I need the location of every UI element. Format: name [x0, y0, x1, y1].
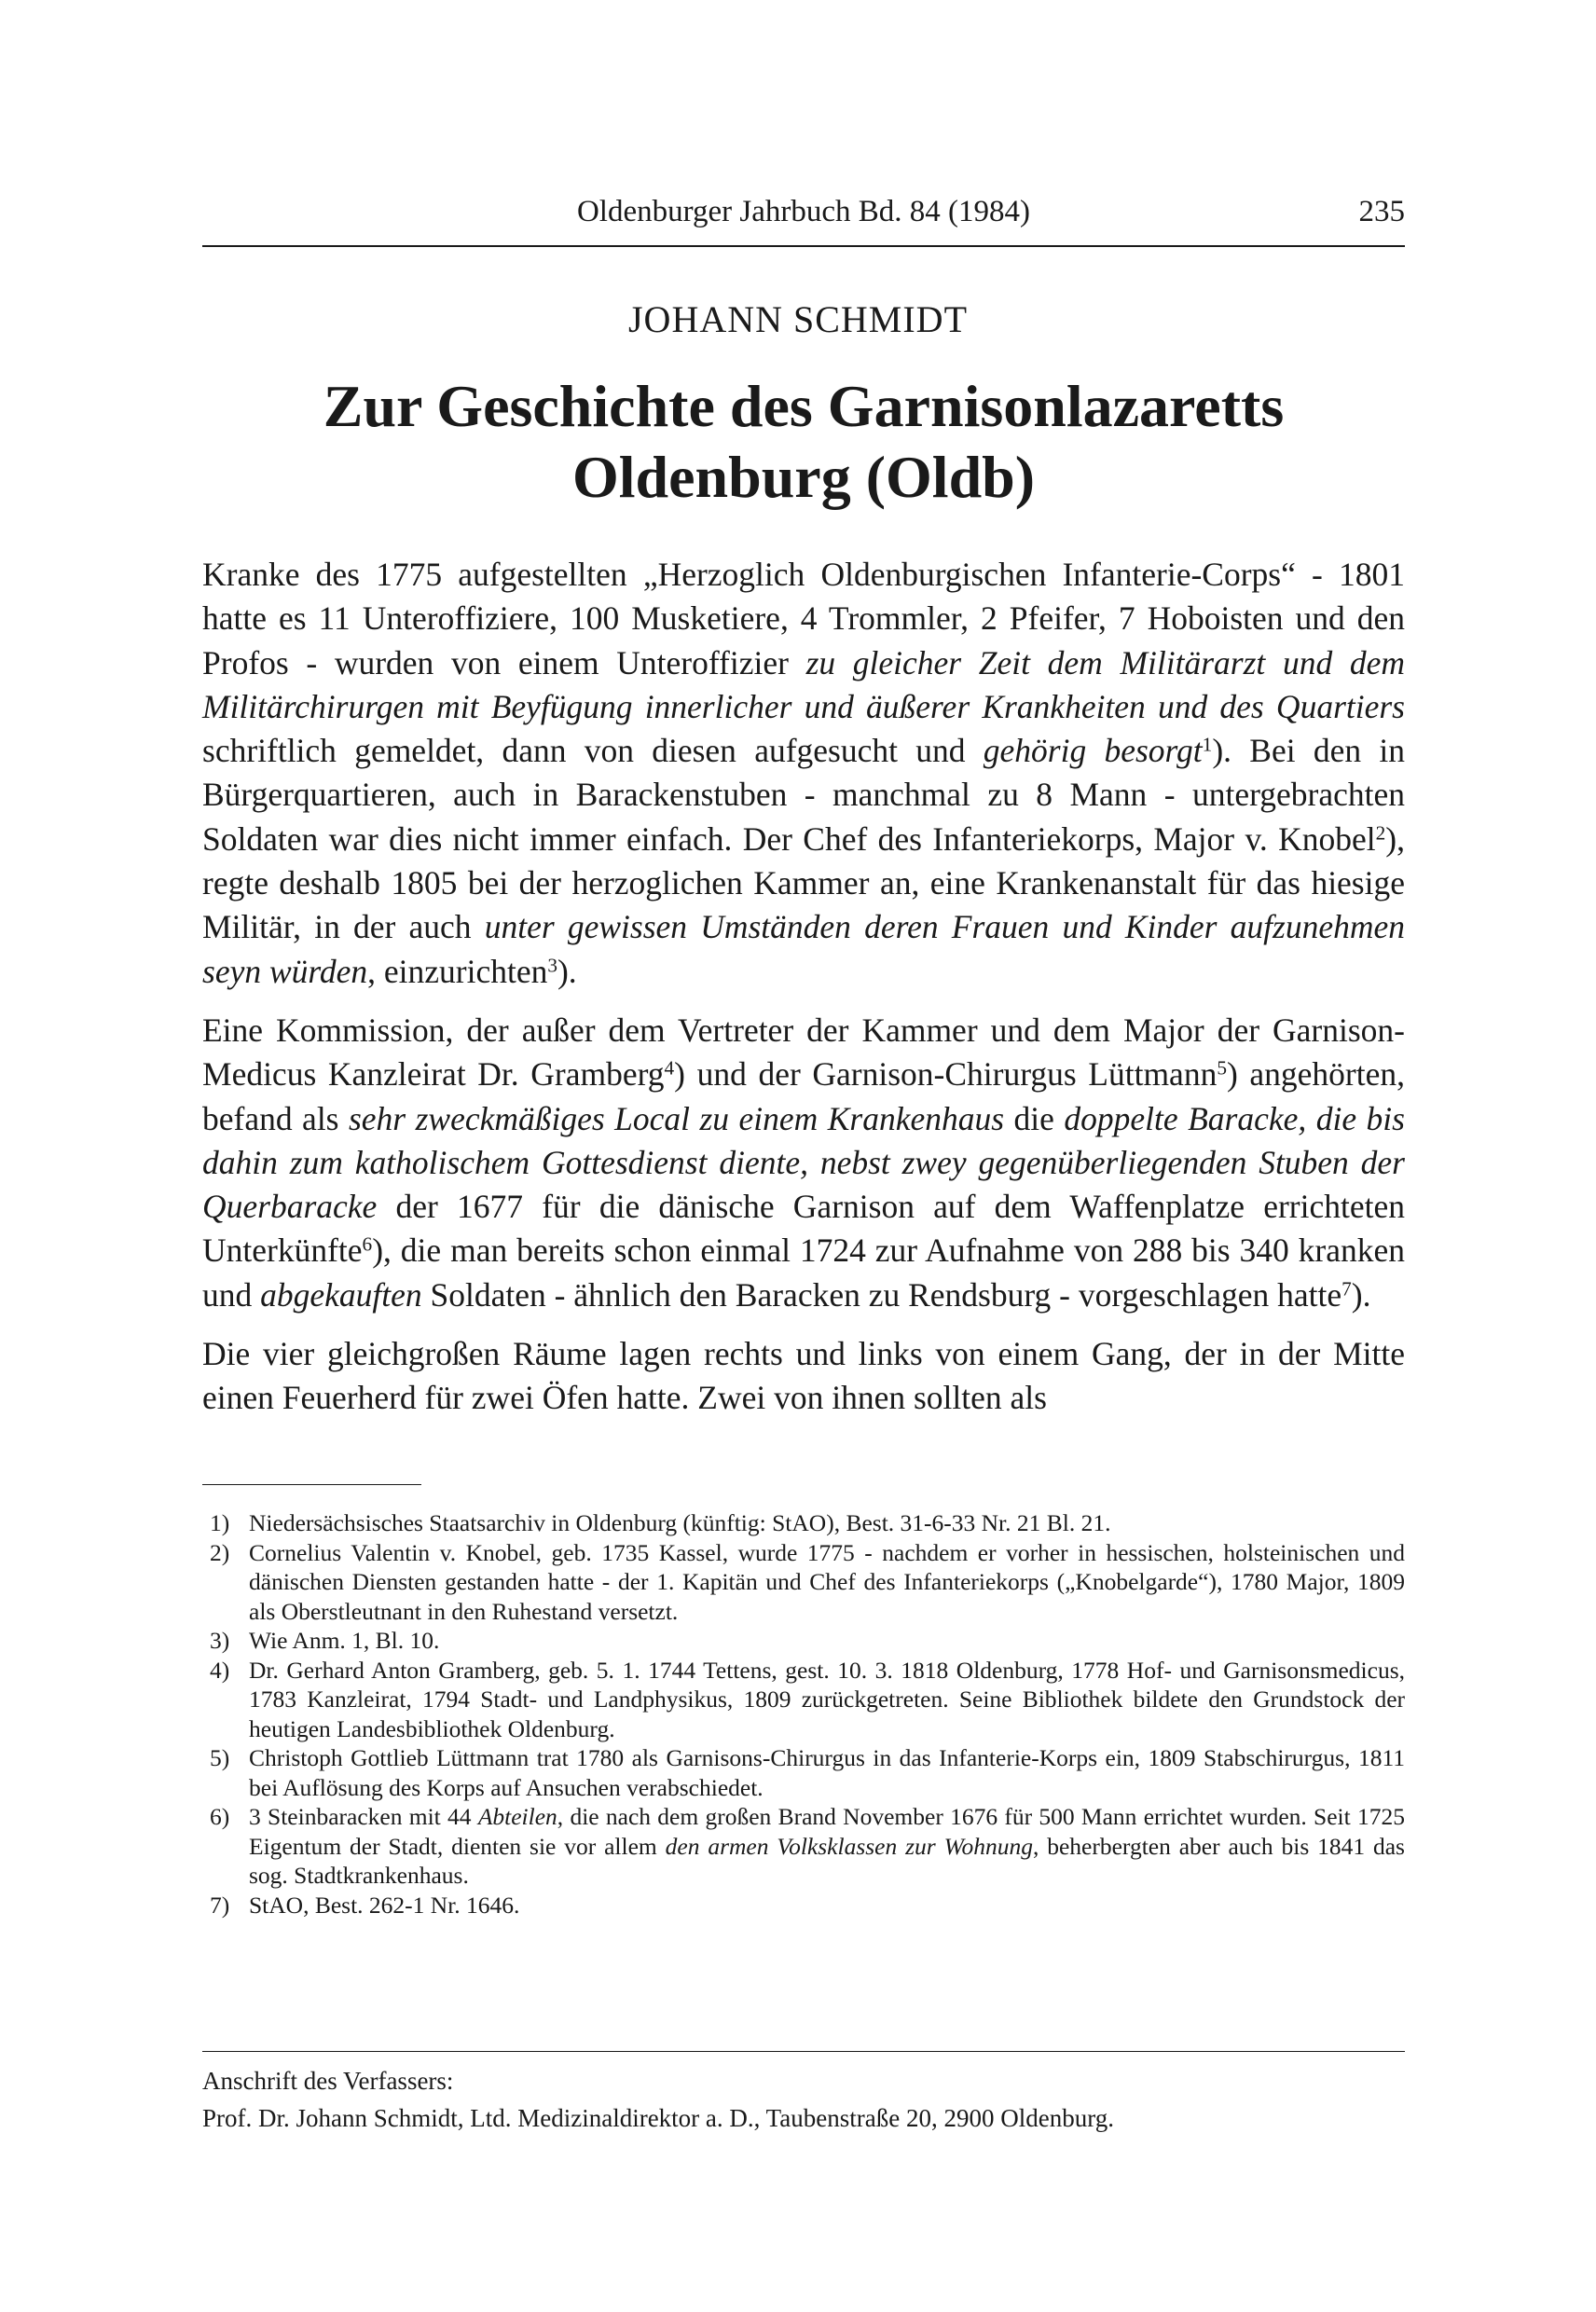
footnote-number: 3) [210, 1627, 230, 1654]
italic-text: gehörig besorgt [983, 732, 1203, 770]
journal-citation: Oldenburger Jahrbuch Bd. 84 (1984) [576, 195, 1031, 228]
text-run: Soldaten - ähnlich den Baracken zu Rendsburg - vorgeschlagen hatte [421, 1275, 1342, 1314]
footnote-reference: 5 [1217, 1056, 1227, 1080]
address-rule [202, 2051, 1405, 2052]
italic-text: den armen Volksklassen zur Wohnung [665, 1832, 1033, 1860]
text-run: , die nach dem großen Brand November 1676 für 500 Mann errichtet wurden. Seit 1725 Eigentum der Stadt, dienten sie vor allem [249, 1803, 1405, 1860]
text-run: Wie Anm. 1, Bl. 10. [249, 1627, 440, 1654]
footnote-7 [202, 1891, 1405, 1920]
article-title [202, 371, 1405, 513]
footnote-number: 6) [210, 1803, 230, 1830]
footnote-reference: 6 [362, 1232, 373, 1256]
footnote-5 [202, 1743, 1405, 1802]
footnote-6 [202, 1802, 1405, 1891]
text-run: Die vier gleichgroßen Räume lagen rechts und links von einem Gang, der in der Mitte einen Feuerherd für zwei Öfen hatte. Zwei von ihnen sollten als [202, 1335, 1405, 1417]
footnote-1 [202, 1508, 1405, 1538]
text-run: Cornelius Valentin v. Knobel, geb. 1735 Kassel, wurde 1775 - nachdem er vorher in hessischen, holsteinischen und dänischen Diensten gestanden hatte - der 1. Kapitän und Chef des Infanteriekorps („Knobelgarde“), 1780 Major, 1809 als Oberstleutnant in den Ruhestand versetzt. [249, 1538, 1405, 1625]
text-run: ). Bei den in Bürgerquartieren, auch in Barackenstuben - manchmal zu 8 Mann - untergebrachten Soldaten war dies nicht immer einfach. Der Chef des Infanteriekorps, Major v. Knobel [202, 732, 1405, 858]
footnote-separator [202, 1484, 421, 1485]
italic-text: abgekauften [260, 1275, 422, 1314]
text-run: Niedersächsisches Staatsarchiv in Oldenburg (künftig: StAO), Best. 31-6-33 Nr. 21 Bl. 21. [249, 1509, 1111, 1536]
italic-text: sehr zweckmäßiges Local zu einem Krankenhaus [348, 1099, 1005, 1137]
footnote-number: 1) [210, 1509, 230, 1536]
text-run: StAO, Best. 262-1 Nr. 1646. [249, 1891, 520, 1919]
italic-text: Abteilen [477, 1803, 557, 1830]
text-run: Eine Kommission, der außer dem Vertreter der Kammer und dem Major der Garnison-Medicus Kanzleirat Dr. Gramberg [202, 1011, 1405, 1094]
text-run: 3 Steinbaracken mit 44 [249, 1803, 478, 1830]
footnote-reference: 2 [1375, 821, 1386, 845]
title-line-1: Zur Geschichte des Garnisonlazaretts [323, 373, 1285, 439]
title-line-2: Oldenburg (Oldb) [571, 444, 1036, 510]
footnote-4 [202, 1656, 1405, 1744]
text-run: ) angehörten, befand als [202, 1055, 1405, 1137]
address-label: Anschrift des Verfassers: [202, 2067, 454, 2095]
article-body [202, 553, 1405, 1436]
text-run: ) und der Garnison-Chirurgus Lüttmann [674, 1055, 1218, 1094]
text-run: , beherbergten aber auch bis 1841 das sog. Stadtkrankenhaus. [249, 1832, 1405, 1889]
text-run: Dr. Gerhard Anton Gramberg, geb. 5. 1. 1744 Tettens, gest. 10. 3. 1818 Oldenburg, 1778 Hof- und Garnisonsmedicus, 1783 Kanzleirat, 1794 Stadt- und Landphysikus, 1809 zurückgetreten. Seine Bibliothek bildete den Grundstock der heutigen Landesbibliothek Oldenburg. [249, 1656, 1405, 1742]
text-run: ). [557, 952, 577, 990]
text-run: ), die man bereits schon einmal 1724 zur Aufnahme von 288 bis 340 kranken und [202, 1232, 1405, 1314]
text-run: ). [1351, 1275, 1371, 1314]
footnote-number: 2) [210, 1538, 230, 1566]
paragraph-1 [202, 553, 1405, 994]
footnote-number: 5) [210, 1744, 230, 1771]
text-run: die [1004, 1099, 1065, 1137]
author-address [202, 2064, 1405, 2139]
italic-text: doppelte Baracke, die bis dahin zum katholischem Gottesdienst diente, nebst zwey gegenüberliegenden Stuben der Querbaracke [202, 1099, 1405, 1226]
paragraph-3 [202, 1332, 1405, 1421]
text-run: Kranke des 1775 aufgestellten „Herzoglich Oldenburgischen Infanterie-Corps“ - 1801 hatte es 11 Unteroffiziere, 100 Musketiere, 4 Trommler, 2 Pfeifer, 7 Hoboisten und den Profos - wurden von einem Unteroffizier [202, 556, 1405, 681]
footnote-number: 4) [210, 1656, 230, 1684]
footnote-reference: 7 [1341, 1277, 1352, 1300]
footnote-3 [202, 1626, 1405, 1656]
text-run: ), regte deshalb 1805 bei der herzoglichen Kammer an, eine Krankenanstalt für das hiesige Militär, in der auch [202, 819, 1405, 946]
footnote-reference: 1 [1202, 733, 1213, 756]
footnote-2 [202, 1538, 1405, 1627]
text-run: , einzurichten [367, 952, 548, 990]
page-number: 235 [1358, 195, 1405, 228]
footnote-reference: 4 [664, 1056, 675, 1080]
text-run: Christoph Gottlieb Lüttmann trat 1780 als Garnisons-Chirurgus in das Infanterie-Korps ein, 1809 Stabschirurgus, 1811 bei Auflösung des Korps auf Ansuchen verabschiedet. [249, 1744, 1405, 1801]
text-run: der 1677 für die dänische Garnison auf dem Waffenplatze errichteten Unterkünfte [202, 1188, 1405, 1270]
text-run: schriftlich gemeldet, dann von diesen aufgesucht und [202, 732, 984, 770]
footnote-number: 7) [210, 1891, 230, 1919]
footnotes [202, 1508, 1405, 1920]
italic-text: unter gewissen Umständen deren Frauen und Kinder aufzunehmen seyn würden [202, 908, 1405, 990]
footnote-reference: 3 [547, 953, 557, 976]
italic-text: zu gleicher Zeit dem Militärarzt und dem Militärchirurgen mit Beyfügung innerlicher und äußerer Krankheiten und des Quartiers [202, 643, 1405, 725]
address-text: Prof. Dr. Johann Schmidt, Ltd. Medizinaldirektor a. D., Taubenstraße 20, 2900 Oldenburg. [202, 2104, 1114, 2132]
paragraph-2 [202, 1009, 1405, 1317]
article-author: JOHANN SCHMIDT [627, 298, 969, 340]
header-rule [202, 245, 1405, 247]
